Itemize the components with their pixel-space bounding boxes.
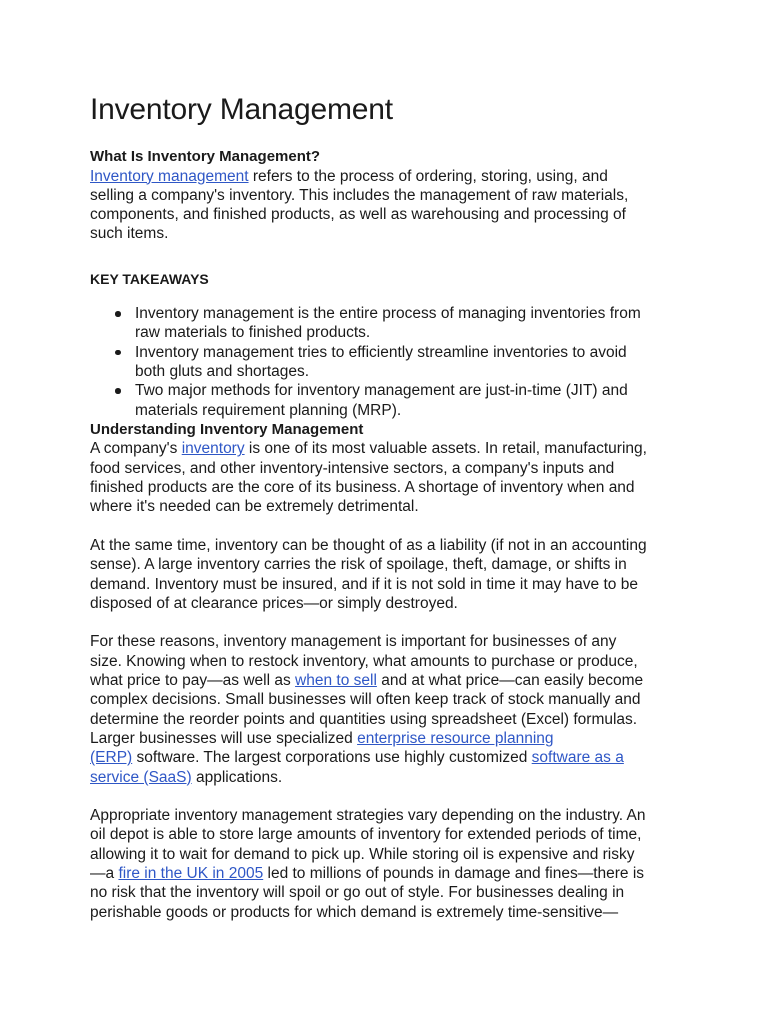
- page-title: Inventory Management: [90, 93, 393, 126]
- erp-link-continued[interactable]: (ERP): [90, 749, 133, 767]
- what-is-heading: What Is Inventory Management?: [90, 148, 321, 165]
- when-to-sell-link[interactable]: when to sell: [295, 672, 377, 690]
- saas-link-continued[interactable]: service (SaaS): [90, 768, 192, 786]
- intro-paragraph: [90, 167, 682, 244]
- paragraph-3: For these reasons, inventory management is important for businesses of any size. Knowing when to restock inventory, what amounts to purchase or produce, what price to pay—as well as when to sell and at what price—can easily become complex decisions. Small businesses will often keep track of stock manually and determine the reorder points and quantities using spreadsheet (Excel) formulas. Larger businesses will use specialized enterprise resource planning (ERP) software. The largest corporations use highly customized software as a service (SaaS) applications.: [90, 633, 644, 786]
- key-takeaways-heading: KEY TAKEAWAYS: [90, 270, 209, 287]
- paragraph-1: A company's inventory is one of its most valuable assets. In retail, manufacturing, food services, and other inventory-intensive sectors, a company's inputs and finished products are the core of its business. A shortage of inventory when and where it's needed can be extremely detrimental.: [90, 440, 647, 516]
- erp-link[interactable]: enterprise resource planning: [357, 729, 554, 747]
- key-takeaways-list: [90, 304, 682, 420]
- paragraph-4: Appropriate inventory management strategies vary depending on the industry. An oil depot is able to store large amounts of inventory for extended periods of time, allowing it to wait for demand to pick up. While storing oil is expensive and risky —a fire in the UK in 2005 led to millions of pounds in damage and fines—there is no risk that the inventory will spoil or go out of style. For businesses dealing in perishable goods or products for which demand is extremely time-sensitive—: [90, 807, 646, 921]
- intro-line-3: components, and finished products, as well as warehousing and processing of: [90, 206, 626, 224]
- list-item: Two major methods for inventory management are just-in-time (JIT) and materials requirement planning (MRP).: [135, 381, 682, 420]
- paragraph-2: At the same time, inventory can be thought of as a liability (if not in an accounting sense). A large inventory carries the risk of spoilage, theft, damage, or shifts in demand. Inventory must be insured, and if it is not sold in time it may have to be disposed of at clearance prices—or simply destroyed.: [90, 536, 647, 612]
- inventory-link[interactable]: inventory: [181, 440, 245, 458]
- intro-line-4: such items.: [90, 225, 169, 243]
- bullet-icon: [115, 388, 121, 394]
- intro-line-1: refers to the process of ordering, storing, using, and: [248, 167, 608, 185]
- understanding-heading: Understanding Inventory Management: [90, 420, 364, 438]
- bullet-icon: [115, 311, 121, 317]
- bullet-icon: [115, 350, 121, 356]
- fire-uk-2005-link[interactable]: fire in the UK in 2005: [118, 865, 264, 882]
- list-item: Inventory management tries to efficiently streamline inventories to avoid both gluts and shortages.: [135, 343, 682, 382]
- inventory-management-link[interactable]: Inventory management: [90, 167, 249, 185]
- list-item: Inventory management is the entire process of managing inventories from raw materials to finished products.: [135, 304, 682, 343]
- intro-line-2: selling a company's inventory. This includes the management of raw materials,: [90, 186, 629, 204]
- saas-link[interactable]: software as a: [531, 749, 624, 767]
